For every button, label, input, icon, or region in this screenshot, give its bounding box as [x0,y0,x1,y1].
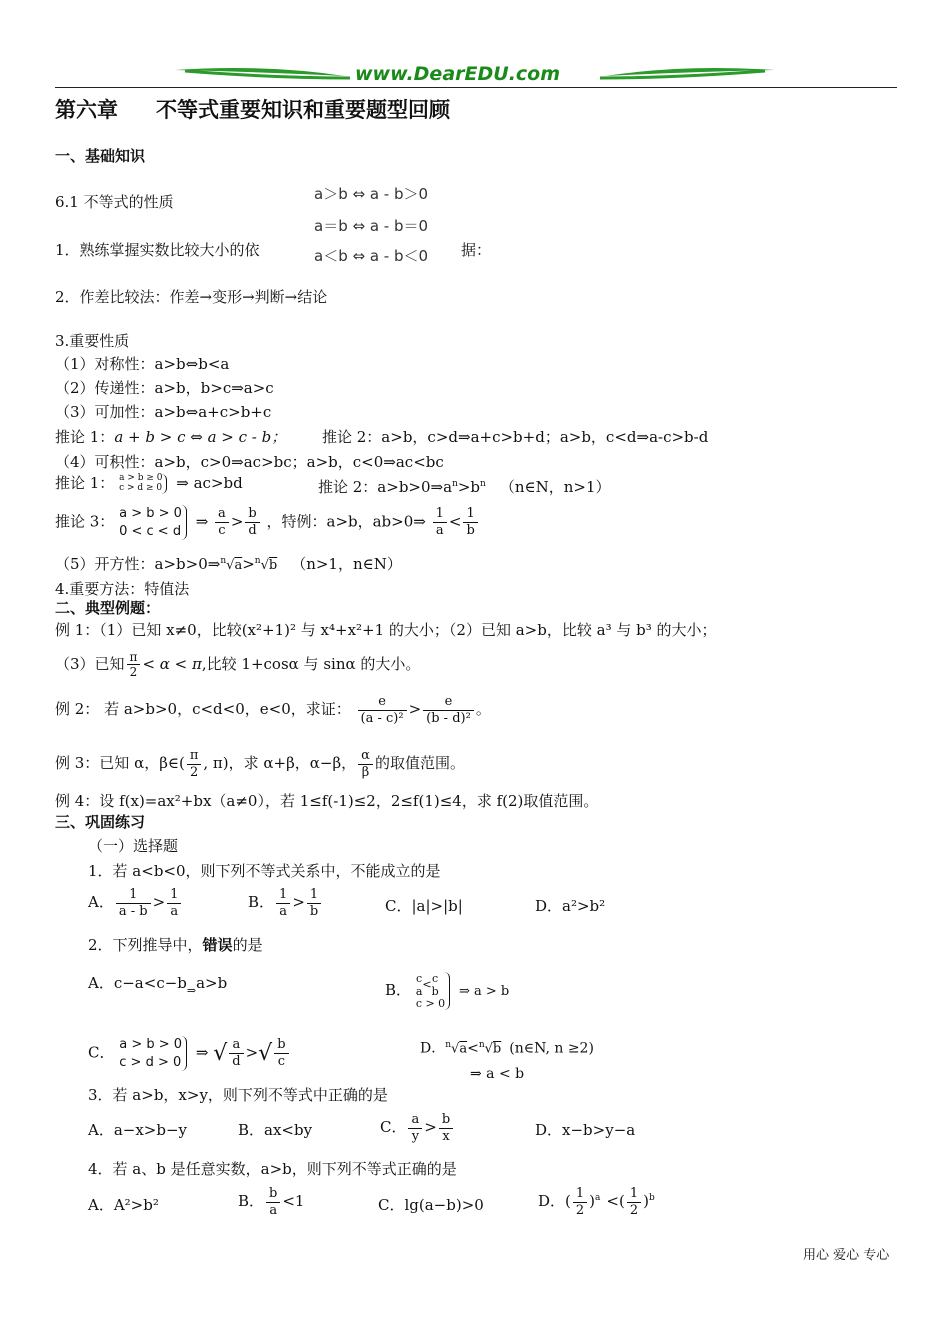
fraction [215,506,229,538]
operator: < [606,1192,619,1211]
fraction [307,887,321,919]
q2-option-a [88,975,227,998]
q4-option-a: A．A²>b² [88,1196,159,1214]
question-4: 4．若 a、b 是任意实数，a>b，则下列不等式正确的是 [88,1160,457,1178]
fraction [127,650,141,680]
numerator: c [416,972,423,985]
numerator: π [187,748,202,765]
q4-option-b [238,1186,304,1218]
denominator: (b - d)² [426,710,471,726]
numerator: 1 [307,887,321,904]
corollary-2-add: 推论 2：a>b，c>d⇒a+c>b+d；a>b，c<d⇒a-c>b-d [322,428,709,446]
denominator: 2 [575,1202,585,1218]
fraction [266,1186,280,1218]
exponent: a [595,1193,601,1204]
q3-option-b: B．ax<by [238,1121,313,1139]
example-text: ,比较 1+cosα 与 sinα 的大小。 [201,654,421,673]
numerator: a [408,1112,422,1129]
root-index: n [220,556,227,566]
denominator: y [411,1128,420,1144]
numerator: 1 [627,1186,641,1203]
fraction [627,1186,641,1218]
numerator: e [423,694,474,711]
numerator: b [245,506,259,523]
item-1-tail: 据： [461,241,492,259]
option-text: <1 [282,1192,305,1211]
q4-option-c: C．lg(a−b)>0 [378,1196,484,1214]
operator: > [242,555,255,573]
corollary-1-add [55,429,286,446]
fraction [187,748,202,780]
corollary-label: 推论 3： [55,512,115,531]
basis-formula-eq: a＝b ⇔ a - b＝0 [314,217,429,235]
option-text: a>b [196,974,228,992]
example-text: 的取值范围。 [374,754,465,773]
operator: < [448,512,462,531]
option-result: ⇒ a > b [458,984,510,1000]
condition-line: c > d ≥ 0 [119,482,163,493]
denominator: 2 [629,1202,639,1218]
corollary-3 [55,505,480,540]
footer-text: 用心 爱心 专心 [803,1248,890,1263]
option-label: B． [248,893,275,912]
implies-symbol: ⇒ [186,984,197,997]
denominator: a [170,903,179,919]
question-emphasis: 错误 [202,936,233,954]
corollary-result: ⇒ ac>bd [176,473,243,492]
option-label: C． [88,1043,115,1062]
option-label: C． [380,1118,407,1137]
denominator: c [218,523,226,539]
q2-option-d-result: ⇒ a < b [470,1066,525,1082]
condition-line: 0 < c < d [119,523,182,539]
radicand: a [234,558,243,573]
numerator: 1 [433,506,447,523]
section-heading-basics: 一、基础知识 [55,147,146,165]
root: √a [226,558,243,573]
option-label: D． [420,1040,446,1057]
property-multiplicativity: （4）可积性：a>b，c>0⇒ac>bc；a>b，c<0⇒ac<bc [55,453,444,471]
property-root [55,556,402,574]
example-text: 例 2： 若 a>b>0，c<d<0，e<0，求证： [55,700,351,719]
condition-line: c > d > 0 [119,1054,182,1070]
question-3: 3．若 a>b，x>y，则下列不等式中正确的是 [88,1086,388,1104]
condition-line: a > b > 0 [119,1037,183,1052]
subsection-choice: （一）选择题 [88,837,179,855]
operator: > [408,700,422,719]
condition-system [119,474,167,494]
section-heading-practice: 三、巩固练习 [55,813,146,831]
special-case-text: ，特例：a>b，ab>0⇒ [266,512,426,531]
denominator: a [415,985,423,999]
denominator: 2 [129,665,138,680]
fraction [229,1037,243,1069]
numerator: 1 [116,887,151,904]
operator: > [424,1118,437,1137]
numerator: e [358,694,407,711]
fraction [245,506,259,538]
example-1: 例 1：（1）已知 x≠0，比较(x²+1)² 与 x⁴+x²+1 的大小；（2）已知 a>b，比较 a³ 与 b³ 的大小； [55,621,717,639]
denominator: x [442,1128,450,1144]
corollary-math: a + b > c ⇔ a > c - b； [114,428,287,446]
sqrt-icon: √ [258,1040,273,1066]
q2-option-c [88,1036,291,1071]
q3-option-d: D．x−b>y−a [535,1121,636,1139]
denominator: β [361,764,370,780]
denominator: b [309,903,319,919]
property-symmetry: （1）对称性：a>b⇔b<a [55,355,230,373]
corollary-2-mult [318,479,611,496]
item-4: 4.重要方法：特值法 [55,580,190,598]
fraction [358,748,373,780]
exponent: b [648,1193,655,1204]
q2-option-d [420,1040,594,1058]
root-index: n [445,1040,452,1050]
operator: > [152,893,166,912]
exponent: n [480,479,486,489]
root: √a [451,1041,468,1057]
operator: < [467,1040,479,1057]
question-1: 1．若 a<b<0，则下列不等式关系中，不能成立的是 [88,862,441,880]
example-4: 例 4：设 f(x)=ax²+bx（a≠0），若 1≤f(-1)≤2，2≤f(1)≤4，求 f(2)取值范围。 [55,792,599,810]
denominator: b [431,985,439,999]
item-3: 3.重要性质 [55,332,130,350]
root: √b [260,558,278,573]
basis-formula-lt: a＜b ⇔ a - b＜0 [314,248,429,262]
example-text: 。 [475,700,491,719]
example-text: （3）已知 [55,654,125,673]
exponent: n [452,479,458,489]
question-text: 2．下列推导中， [88,936,203,954]
fraction [439,1112,453,1144]
property-text: （5）开方性：a>b>0⇒ [55,555,221,573]
radicand: b [268,558,278,573]
fraction [433,506,447,538]
basis-formula-gt: a＞b ⇔ a - b＞0 [314,185,429,203]
fraction [463,506,477,538]
operator: < [422,978,432,992]
radicand: a [459,1041,468,1057]
item-1: 1．熟练掌握实数比较大小的依 [55,241,260,259]
question-text: 的是 [232,936,263,954]
header-rule [55,87,897,88]
property-additivity: （3）可加性：a>b⇔a+c>b+c [55,403,272,421]
example-text: , π)，求 α+β，α−β， [203,754,357,773]
numerator: b [274,1037,288,1054]
corollary-label: 推论 1： [55,473,115,492]
numerator: a [229,1037,243,1054]
corollary-1-mult [55,474,243,494]
option-condition: (n∈N, n ≥2) [509,1040,594,1057]
example-3 [55,748,465,780]
operator: > [245,1043,259,1062]
q1-option-c: C．|a|>|b| [385,897,463,915]
root-index: n [478,1040,485,1050]
sqrt-icon: √ [213,1040,228,1066]
q1-option-d: D．a²>b² [535,897,606,915]
condition-line: c > 0 [415,997,446,1011]
denominator: (a - c)² [360,710,404,726]
question-2 [88,937,263,954]
numerator: π [127,650,141,665]
corollary-text: 推论 2：a>b>0⇒a [318,478,453,496]
fraction [167,887,181,919]
fraction [358,694,407,726]
denominator: a - b [118,903,148,919]
radicand: b [492,1041,502,1057]
numerator: 1 [573,1186,587,1203]
numerator: 1 [167,887,181,904]
denominator: a [279,903,288,919]
option-text: A．c−a<c−b [88,974,187,992]
logo-text: www.DearEDU.com [355,63,561,85]
example-2 [55,694,491,726]
q1-option-b [248,887,323,919]
condition-line: a > b ≥ 0 [119,473,163,483]
fraction [276,887,290,919]
denominator: b [466,523,475,539]
denominator: d [248,523,257,539]
q3-option-a: A．a−x>b−y [88,1121,188,1139]
operator: > [230,512,244,531]
denominator: a [435,523,444,539]
q2-option-b [385,972,509,1010]
fraction [408,1112,422,1144]
q4-option-d: D．( $\frac{1}{2}$ )$^a$ <( $\frac{1}{2}$ )$^b$ [538,1186,655,1218]
property-condition: （n>1，n∈N） [291,555,402,573]
fraction [116,887,151,919]
numerator: b [439,1112,453,1129]
q1-option-a [88,887,183,919]
option-label: B． [385,981,412,1000]
denominator: 2 [189,764,199,780]
option-label: D． [538,1192,566,1211]
fraction [573,1186,587,1218]
numerator: α [358,748,373,765]
title-text: 不等式重要知识和重要题型回顾 [156,98,450,122]
root-index: n [254,556,261,566]
corollary-text: >b [457,478,481,496]
condition-line: a > b > 0 [119,506,182,521]
example-1-part-3 [55,650,420,680]
denominator: c [277,1054,285,1070]
corollary-label: 推论 1： [55,428,115,446]
numerator: b [266,1186,280,1203]
implies-symbol: ⇒ [195,512,209,531]
fraction [423,694,474,726]
page-title [55,98,450,122]
corollary-condition: （n∈N，n>1） [499,478,611,496]
operator: > [292,893,305,912]
q3-option-c [380,1112,455,1144]
subsection-6-1: 6.1 不等式的性质 [55,193,174,211]
chapter-label: 第六章 [55,98,118,122]
fraction [432,972,439,998]
example-text: 例 3：已知 α，β∈( [55,754,185,773]
numerator: c [432,972,439,985]
condition-system [119,1036,187,1071]
fraction [274,1037,288,1069]
numerator: 1 [276,887,290,904]
implies-symbol: ⇒ [195,1043,209,1062]
condition-system [416,972,450,1010]
denominator: a [269,1202,278,1218]
example-math: < α < π [142,654,202,673]
root: √b [484,1041,502,1057]
condition-system [119,505,187,540]
denominator: d [232,1054,241,1070]
numerator: a [215,506,229,523]
item-2: 2．作差比较法：作差→变形→判断→结论 [55,288,328,306]
numerator: 1 [463,506,477,523]
option-label: B． [238,1192,265,1211]
property-transitivity: （2）传递性：a>b，b>c⇒a>c [55,379,274,397]
option-label: A． [88,893,114,912]
section-heading-examples: 二、典型例题： [55,599,161,617]
